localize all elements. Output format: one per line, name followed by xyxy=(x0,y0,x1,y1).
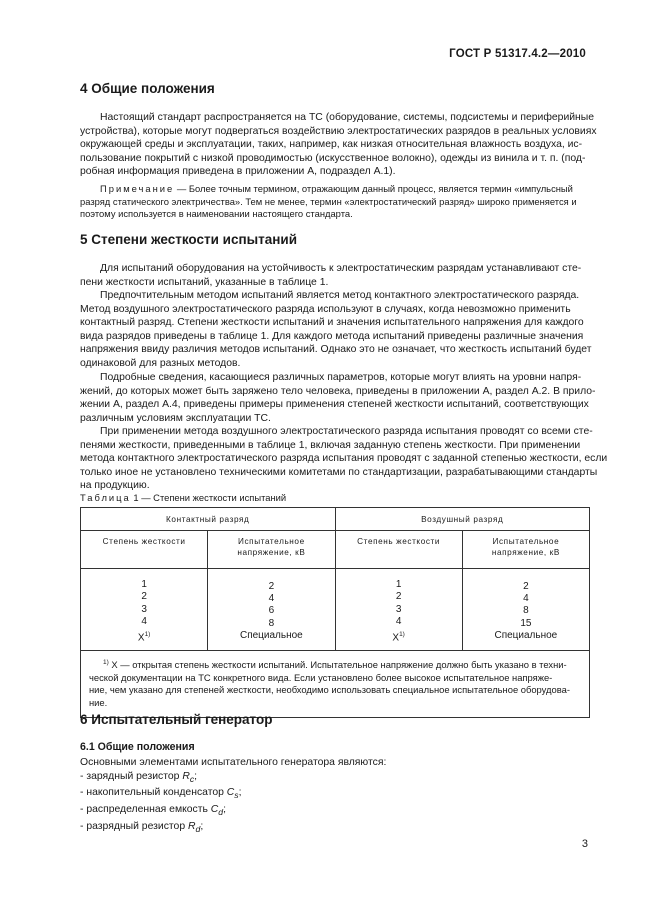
table-cell: 1 xyxy=(395,579,402,590)
text-line: робная информация приведена в приложении А, подраздел А.1). xyxy=(80,166,396,178)
list-intro: Основными элементами испытательного генератора являются: xyxy=(80,757,387,768)
air-levels-cell xyxy=(335,569,462,651)
section-5-paragraph-4 xyxy=(80,425,608,493)
table-group-header-row xyxy=(81,508,590,531)
text-line: Для испытаний оборудования на устойчивость к электростатическим разрядам устанавливают сте- xyxy=(100,263,582,274)
text-line: Подробные сведения, касающиеся различных параметров, которые могут влиять на уровни напря- xyxy=(100,372,582,383)
text-line: жении А, раздел А.4, приведены примеры применения степеней жесткости испытаний, соответствующих xyxy=(80,399,589,411)
text-line: контактный разряд. Степени жесткости испытаний и значения испытательного напряжения для каждого xyxy=(80,317,584,329)
table-footnote-row xyxy=(81,651,590,718)
footnote-line: $^{1)}$ X — открытая степень жесткости испытаний. Испытательное напряжение должно быть указано в техни- xyxy=(103,659,567,671)
note-line: Примечание — Более точным термином, отражающим данный процесс, является термин «импульсный xyxy=(100,183,573,194)
table-cell: 8 xyxy=(268,617,275,629)
table-cell: Специальное xyxy=(494,630,558,642)
section-5-paragraph-3 xyxy=(80,371,596,425)
text-line: Метод воздушного электростатического разряда используют в случаях, когда невозможно применить xyxy=(80,303,571,315)
text-line: устройства), которые могут подвергаться воздействию электростатических разрядов в реальных условиях xyxy=(80,125,597,137)
severity-levels-table xyxy=(80,507,590,718)
table-cell: 2 xyxy=(395,591,402,603)
table-cell: $X^{1)}$ xyxy=(392,630,405,643)
table-cell: 6 xyxy=(268,605,275,617)
document-id-header: ГОСТ Р 51317.4.2—2010 xyxy=(449,48,586,60)
col-air-voltage: Испытательное напряжение, кВ xyxy=(462,531,589,569)
col-air-level: Степень жесткости xyxy=(335,531,462,569)
text-line: метода контактного электростатического разряда испытания проводят с заданной степенью жесткости, если xyxy=(80,453,608,465)
contact-levels-cell xyxy=(81,569,208,651)
col-contact-level: Степень жесткости xyxy=(81,531,208,569)
text-line: напряжения ввиду различия методов испытаний. Однако это не означает, что жесткость испытаний будет xyxy=(80,344,592,356)
group-contact-header: Контактный разряд xyxy=(81,508,336,531)
table-cell: 4 xyxy=(523,593,529,605)
text-line: на продукцию. xyxy=(80,480,150,492)
table-cell: 4 xyxy=(395,616,402,628)
group-air-header: Воздушный разряд xyxy=(335,508,590,531)
footnote-ref: 1) xyxy=(399,630,405,638)
page-number: 3 xyxy=(581,838,588,850)
text-line: окружающей среды и эксплуатации, таких, например, как низкая относительная влажность воздуха, ис- xyxy=(80,139,583,151)
section-4-paragraph xyxy=(80,111,597,179)
table-column-header-row xyxy=(81,531,590,569)
table-cell: 3 xyxy=(141,603,147,615)
section-6-title: 6 Испытательный генератор xyxy=(80,712,273,727)
table-cell: 4 xyxy=(141,616,147,628)
text-line: Настоящий стандарт распространяется на ТС (оборудование, системы, подсистемы и периферийные xyxy=(100,112,595,123)
text-line: При применении метода воздушного электростатического разряда испытания проводят со всеми сте- xyxy=(100,426,593,437)
table-footnote xyxy=(81,651,590,718)
list-item: - зарядный резистор $R_c$; xyxy=(80,770,198,784)
footnote-line: ческой документации на ТС конкретного вида. Если установлено более высокое испытательное напряже- xyxy=(89,671,553,683)
footnote-line: ние, чем указано для степеней жесткости, необходимо использовать специальное испытательное оборудова- xyxy=(89,684,570,696)
section-5-paragraph-1 xyxy=(80,262,588,289)
section-4-title: 4 Общие положения xyxy=(80,81,215,96)
table-cell: 4 xyxy=(268,593,275,605)
table-values-row xyxy=(81,569,590,651)
note-label: Примечание xyxy=(100,183,175,194)
footnote-ref: 1) xyxy=(144,630,151,638)
table-cell: 8 xyxy=(523,605,529,617)
text-line: жений, до которых может быть заряжено тело человека, приведены в приложении А, раздел А.2. В прило- xyxy=(80,385,596,397)
table-cell: Специальное xyxy=(239,630,303,642)
text-line: только иное не установлено техническими комитетами по стандартизации, разрабатывающими стандарты xyxy=(80,466,598,478)
section-4-note xyxy=(80,183,588,221)
table-caption: Таблица 1 — Степени жесткости испытаний xyxy=(80,492,287,503)
text-line: пенями жесткости, приведенными в таблице 1, включая заданную степень жесткости. При применении xyxy=(80,439,581,451)
contact-voltages-cell xyxy=(208,569,335,651)
generator-elements-list xyxy=(80,756,386,836)
text-line: Предпочтительным методом испытаний является метод контактного электростатического разряда. xyxy=(100,290,580,301)
note-line: разряд статического электричества». Тем не менее, термин «электростатический разряд» широко применяется и xyxy=(80,195,577,207)
table-cell: 15 xyxy=(520,617,532,629)
subsection-6-1-title: 6.1 Общие положения xyxy=(80,741,195,753)
table-cell: 2 xyxy=(523,580,529,592)
text-line: одинаковой для разных методов. xyxy=(80,357,241,369)
list-item: - разрядный резистор $R_d$; xyxy=(80,820,204,834)
section-5-title: 5 Степени жесткости испытаний xyxy=(80,232,298,247)
text-line: вида разрядов приведены в таблице 1. Для каждого метода испытаний приведены различные значения xyxy=(80,330,584,342)
air-voltages-cell xyxy=(462,569,589,651)
text-line: пользование покрытий с низкой проводимостью (искусственное волокно), одежды из винила и т. п. (под- xyxy=(80,152,586,164)
table-cell: 3 xyxy=(395,603,402,615)
col-contact-voltage: Испытательное напряжение, кВ xyxy=(208,531,335,569)
note-line: поэтому используется в наименовании настоящего стандарта. xyxy=(80,208,353,220)
table-cell: 2 xyxy=(268,580,275,592)
table-cell: 2 xyxy=(141,591,147,603)
table-cell: $X^{1)}$ xyxy=(137,630,151,643)
text-line: пени жесткости испытаний, указанные в таблице 1. xyxy=(80,276,329,288)
table-cell: 1 xyxy=(141,579,147,590)
footnote-line: ние. xyxy=(89,696,108,708)
section-5-paragraph-2 xyxy=(80,289,592,371)
list-item: - накопительный конденсатор $C_s$; xyxy=(80,787,242,801)
text-line: различным условиям эксплуатации ТС. xyxy=(80,412,271,424)
list-item: - распределенная емкость $C_d$; xyxy=(80,803,227,818)
